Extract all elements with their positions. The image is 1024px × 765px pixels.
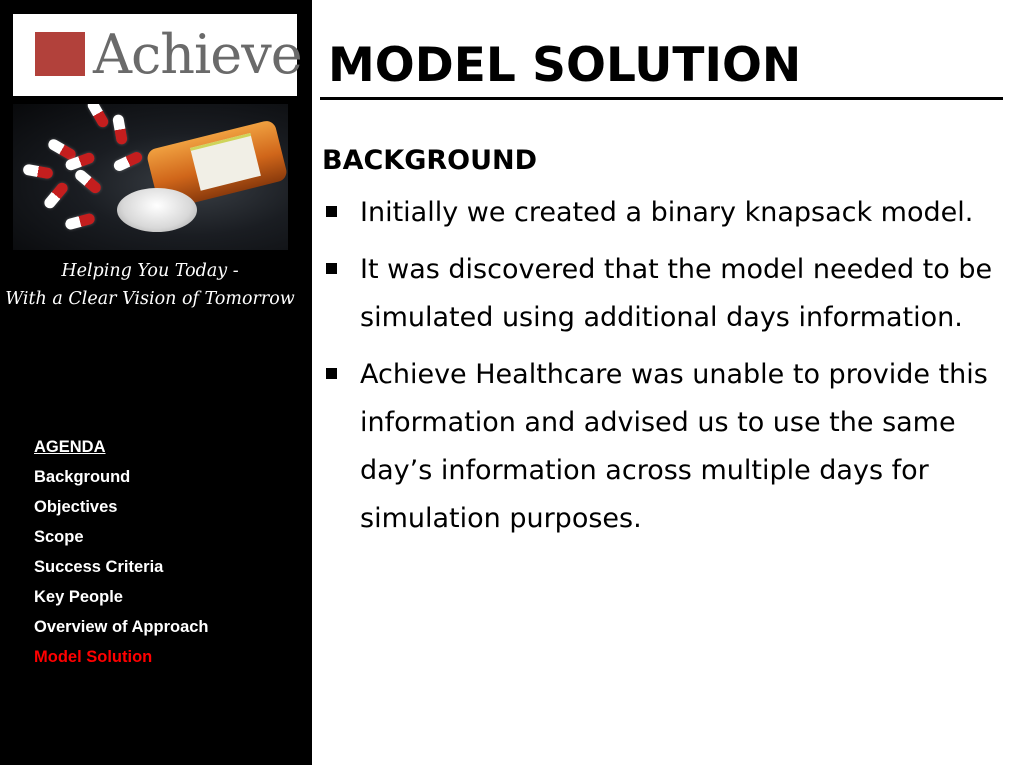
bullet-item (322, 189, 1000, 237)
square-bullet-icon (326, 206, 337, 217)
slide-content (322, 142, 1012, 543)
agenda-nav (34, 432, 209, 672)
bullet-text: Achieve Healthcare was unable to provide this information and advised us to use the same day’s information across multiple days for simulation purposes. (360, 359, 988, 534)
section-heading: BACKGROUND (322, 145, 538, 176)
agenda-item-scope[interactable]: Scope (34, 528, 84, 546)
bullet-item (322, 246, 1000, 342)
logo-wordmark: Achieve (93, 23, 302, 86)
tagline-line-1: Helping You Today - (61, 261, 239, 281)
company-logo (13, 14, 302, 96)
agenda-item-objectives[interactable]: Objectives (34, 498, 118, 516)
bullet-item (322, 351, 1000, 543)
slide-title: MODEL SOLUTION (328, 38, 802, 93)
title-divider (320, 97, 1003, 100)
agenda-heading[interactable]: AGENDA (34, 438, 106, 456)
agenda-item-background[interactable]: Background (34, 468, 131, 486)
agenda-item-success-criteria[interactable]: Success Criteria (34, 558, 164, 576)
bullet-text: Initially we created a binary knapsack model. (360, 197, 974, 228)
pills-bottle-image (13, 104, 288, 250)
logo-mark-icon (35, 32, 85, 76)
tagline-line-2: With a Clear Vision of Tomorrow (5, 289, 295, 309)
agenda-item-key-people[interactable]: Key People (34, 588, 123, 606)
agenda-item-model-solution[interactable]: Model Solution (34, 648, 153, 666)
tagline (0, 257, 300, 313)
agenda-item-overview-of-approach[interactable]: Overview of Approach (34, 618, 209, 636)
square-bullet-icon (326, 368, 337, 379)
square-bullet-icon (326, 263, 337, 274)
bottle-cap (117, 188, 197, 232)
sidebar (0, 0, 312, 765)
bullet-text: It was discovered that the model needed to be simulated using additional days information. (360, 254, 993, 333)
